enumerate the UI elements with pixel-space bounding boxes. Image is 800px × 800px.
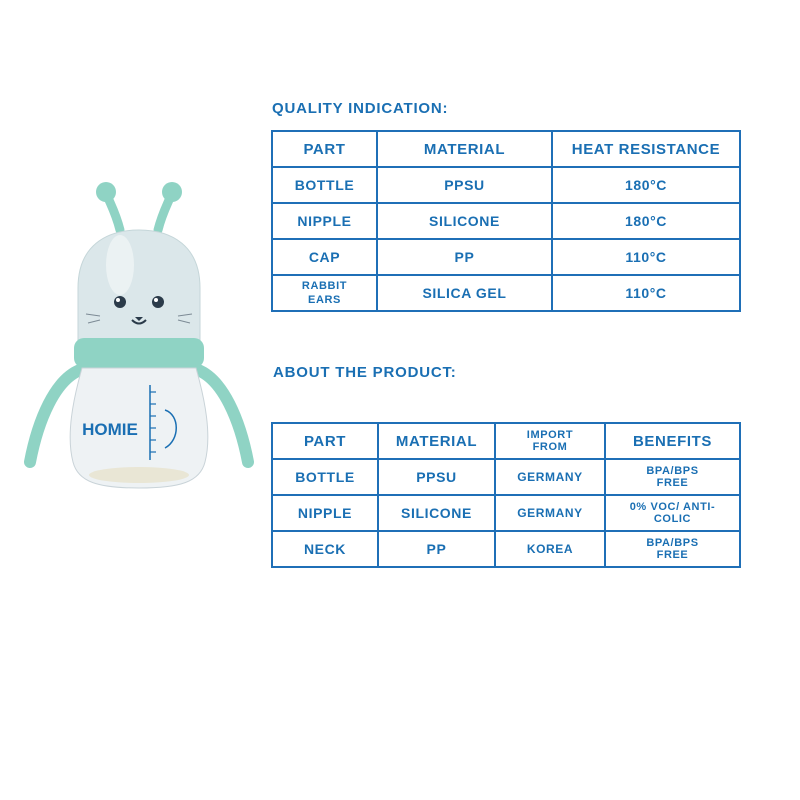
quality-indication-title: QUALITY INDICATION: [272, 100, 449, 117]
header-cell: PART [272, 423, 378, 459]
part-cell: BOTTLE [272, 167, 377, 203]
table-header-row [272, 423, 740, 459]
header-cell: BENEFITS [605, 423, 740, 459]
header-cell: HEAT RESISTANCE [552, 131, 740, 167]
table-row [272, 239, 740, 275]
about-product-title: ABOUT THE PRODUCT: [273, 364, 457, 381]
material-cell: SILICONE [377, 203, 552, 239]
table-row [272, 167, 740, 203]
part-cell: NIPPLE [272, 203, 377, 239]
header-cell: PART [272, 131, 377, 167]
benefits-cell: 0% VOC/ ANTI-COLIC [605, 495, 740, 531]
import-cell: GERMANY [495, 495, 605, 531]
homie-logo: HOMIE [82, 420, 138, 439]
header-cell: MATERIAL [377, 131, 552, 167]
table-row [272, 495, 740, 531]
material-cell: SILICA GEL [377, 275, 552, 311]
heat-cell: 110°C [552, 239, 740, 275]
header-cell: MATERIAL [378, 423, 495, 459]
benefits-cell: BPA/BPS FREE [605, 531, 740, 567]
import-cell: KOREA [495, 531, 605, 567]
about-product-table [271, 422, 741, 568]
material-cell: PP [377, 239, 552, 275]
import-cell: GERMANY [495, 459, 605, 495]
part-cell: NECK [272, 531, 378, 567]
table-row [272, 459, 740, 495]
header-cell: IMPORT FROM [495, 423, 605, 459]
material-cell: PPSU [378, 459, 495, 495]
part-cell: RABBIT EARS [272, 275, 377, 311]
part-cell: CAP [272, 239, 377, 275]
benefits-cell: BPA/BPS FREE [605, 459, 740, 495]
part-cell: NIPPLE [272, 495, 378, 531]
table-row [272, 275, 740, 311]
heat-cell: 180°C [552, 167, 740, 203]
material-cell: SILICONE [378, 495, 495, 531]
heat-cell: 110°C [552, 275, 740, 311]
table-row [272, 531, 740, 567]
table-row [272, 203, 740, 239]
table-header-row [272, 131, 740, 167]
part-cell: BOTTLE [272, 459, 378, 495]
heat-cell: 180°C [552, 203, 740, 239]
material-cell: PP [378, 531, 495, 567]
baby-bottle-image [0, 170, 280, 510]
material-cell: PPSU [377, 167, 552, 203]
quality-indication-table [271, 130, 741, 312]
